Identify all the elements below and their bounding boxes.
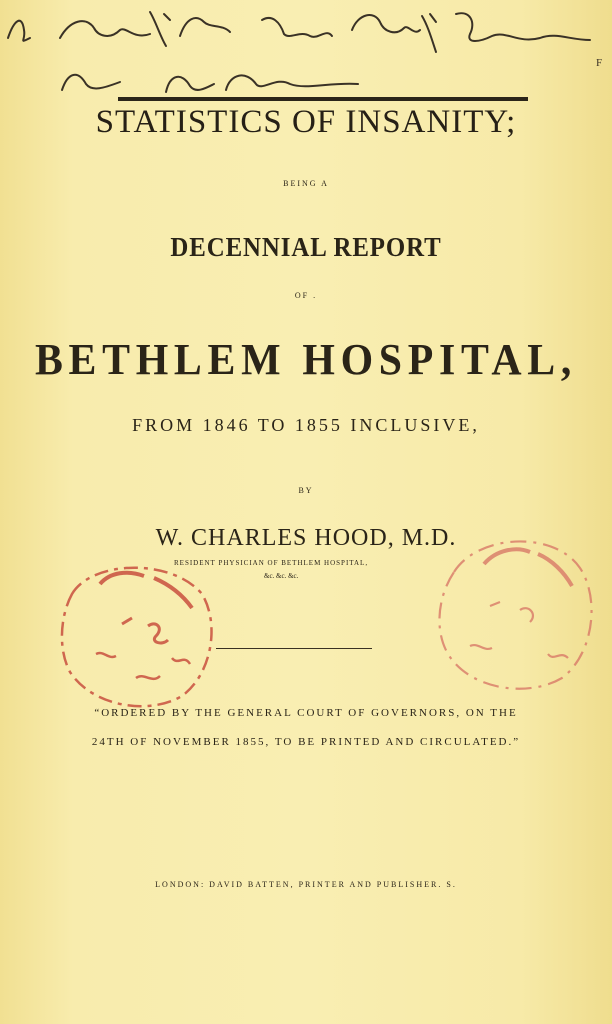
- by-label: BY: [298, 486, 314, 495]
- library-stamp-left: [52, 554, 222, 714]
- author-position: RESIDENT PHYSICIAN OF BETHLEM HOSPITAL,: [174, 559, 369, 567]
- author-etc: &c. &c. &c.: [264, 572, 299, 580]
- divider-rule: [216, 648, 372, 649]
- institution-name: BETHLEM HOSPITAL,: [34, 335, 578, 384]
- report-name: DECENNIAL REPORT: [170, 232, 442, 262]
- order-line-1: “ORDERED BY THE GENERAL COURT OF GOVERNORS, ON THE: [94, 707, 518, 719]
- period-line: FROM 1846 TO 1855 INCLUSIVE,: [132, 415, 480, 435]
- handwritten-inscription: [0, 0, 612, 110]
- svg-text:F: F: [596, 57, 603, 69]
- title-strike-rule: [118, 97, 528, 101]
- printer-imprint: LONDON: DAVID BATTEN, PRINTER AND PUBLISHER. S.: [155, 880, 457, 889]
- library-stamp-right: [430, 526, 602, 696]
- of-label: OF .: [294, 291, 318, 300]
- author-name: W. CHARLES HOOD, M.D.: [155, 525, 457, 551]
- page-title: STATISTICS OF INSANITY;: [95, 104, 517, 140]
- being-a-label: BEING A: [283, 179, 329, 188]
- order-line-2: 24TH OF NOVEMBER 1855, TO BE PRINTED AND CIRCULATED.”: [91, 736, 521, 748]
